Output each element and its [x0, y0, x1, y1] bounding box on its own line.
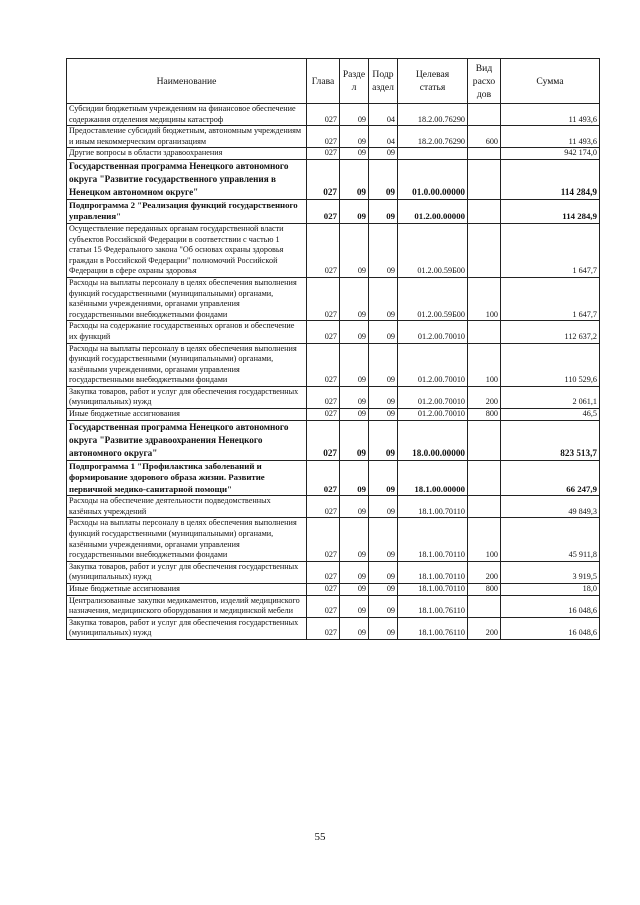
cell-target: 18.1.00.70110 — [398, 496, 468, 518]
cell-razdel: 09 — [340, 496, 369, 518]
cell-vid — [468, 223, 501, 277]
cell-glava: 027 — [307, 460, 340, 496]
table-row — [67, 148, 600, 160]
cell-vid: 800 — [468, 583, 501, 595]
cell-sum: 16 048,6 — [501, 595, 600, 617]
cell-glava: 027 — [307, 199, 340, 223]
cell-vid: 100 — [468, 343, 501, 386]
cell-podrazdel: 09 — [369, 223, 398, 277]
header-razdel: Разде л — [340, 59, 369, 104]
table-row — [67, 420, 600, 460]
cell-sum: 823 513,7 — [501, 420, 600, 460]
cell-podrazdel: 09 — [369, 343, 398, 386]
cell-podrazdel: 09 — [369, 617, 398, 639]
cell-name: Подпрограмма 2 "Реализация функций государственного управления" — [67, 199, 307, 223]
table-row — [67, 223, 600, 277]
cell-glava: 027 — [307, 343, 340, 386]
cell-glava: 027 — [307, 126, 340, 148]
cell-name: Иные бюджетные ассигнования — [67, 409, 307, 421]
cell-target: 18.1.00.70110 — [398, 561, 468, 583]
cell-glava: 027 — [307, 561, 340, 583]
cell-vid: 100 — [468, 277, 501, 320]
page-number: 55 — [314, 831, 326, 843]
cell-target: 18.2.00.76290 — [398, 104, 468, 126]
cell-target: 18.1.00.70110 — [398, 518, 468, 561]
cell-name: Расходы на выплаты персоналу в целях обеспечения выполнения функций государственными (муниципальными) органами, казёнными учреждениями, органами управления государственными внебюджетными фондами — [67, 518, 307, 561]
cell-glava: 027 — [307, 321, 340, 343]
cell-podrazdel: 09 — [369, 496, 398, 518]
cell-target: 01.2.00.70010 — [398, 386, 468, 408]
cell-razdel: 09 — [340, 561, 369, 583]
cell-target: 18.1.00.76110 — [398, 617, 468, 639]
cell-vid — [468, 148, 501, 160]
cell-target: 01.2.00.00000 — [398, 199, 468, 223]
cell-name: Государственная программа Ненецкого автономного округа "Развитие здравоохранения Ненецкого автономного округа" — [67, 420, 307, 460]
cell-sum: 66 247,9 — [501, 460, 600, 496]
cell-sum: 2 061,1 — [501, 386, 600, 408]
cell-vid: 100 — [468, 518, 501, 561]
cell-vid — [468, 460, 501, 496]
cell-name: Расходы на содержание государственных органов и обеспечение их функций — [67, 321, 307, 343]
cell-razdel: 09 — [340, 460, 369, 496]
table-row — [67, 126, 600, 148]
cell-sum: 46,5 — [501, 409, 600, 421]
cell-sum: 45 911,8 — [501, 518, 600, 561]
cell-target: 18.1.00.70110 — [398, 583, 468, 595]
cell-sum: 114 284,9 — [501, 159, 600, 199]
cell-sum: 16 048,6 — [501, 617, 600, 639]
cell-vid — [468, 104, 501, 126]
cell-vid: 600 — [468, 126, 501, 148]
cell-glava: 027 — [307, 148, 340, 160]
table-row — [67, 321, 600, 343]
table-row — [67, 409, 600, 421]
cell-razdel: 09 — [340, 617, 369, 639]
table-row — [67, 277, 600, 320]
table-header-row — [67, 59, 600, 104]
cell-name: Предоставление субсидий бюджетным, автономным учреждениям и иным некоммерческим организациям — [67, 126, 307, 148]
cell-name: Централизованные закупки медикаментов, изделий медицинского назначения, медицинского оборудования и медицинской мебели — [67, 595, 307, 617]
cell-target: 18.0.00.00000 — [398, 420, 468, 460]
cell-vid: 200 — [468, 617, 501, 639]
table-row — [67, 104, 600, 126]
cell-razdel: 09 — [340, 277, 369, 320]
table-row — [67, 561, 600, 583]
cell-razdel: 09 — [340, 420, 369, 460]
cell-razdel: 09 — [340, 223, 369, 277]
cell-razdel: 09 — [340, 126, 369, 148]
cell-glava: 027 — [307, 277, 340, 320]
header-target: Целевая статья — [398, 59, 468, 104]
cell-podrazdel: 09 — [369, 561, 398, 583]
cell-name: Расходы на выплаты персоналу в целях обеспечения выполнения функций государственными (муниципальными) органами, казёнными учреждениями, органами управления государственными внебюджетными фондами — [67, 277, 307, 320]
cell-name: Другие вопросы в области здравоохранения — [67, 148, 307, 160]
cell-vid — [468, 420, 501, 460]
cell-sum: 3 919,5 — [501, 561, 600, 583]
cell-razdel: 09 — [340, 386, 369, 408]
cell-razdel: 09 — [340, 159, 369, 199]
cell-glava: 027 — [307, 420, 340, 460]
cell-podrazdel: 09 — [369, 460, 398, 496]
budget-table — [66, 58, 600, 640]
cell-target: 01.0.00.00000 — [398, 159, 468, 199]
cell-podrazdel: 09 — [369, 199, 398, 223]
cell-sum: 1 647,7 — [501, 277, 600, 320]
cell-name: Расходы на обеспечение деятельности подведомственных казённых учреждений — [67, 496, 307, 518]
cell-glava: 027 — [307, 223, 340, 277]
cell-name: Закупка товаров, работ и услуг для обеспечения государственных (муниципальных) нужд — [67, 561, 307, 583]
cell-razdel: 09 — [340, 595, 369, 617]
cell-glava: 027 — [307, 104, 340, 126]
table-row — [67, 617, 600, 639]
cell-sum: 49 849,3 — [501, 496, 600, 518]
cell-sum: 18,0 — [501, 583, 600, 595]
cell-target: 18.2.00.76290 — [398, 126, 468, 148]
cell-glava: 027 — [307, 159, 340, 199]
header-name: Наименование — [67, 59, 307, 104]
cell-razdel: 09 — [340, 518, 369, 561]
cell-podrazdel: 09 — [369, 277, 398, 320]
table-row — [67, 595, 600, 617]
cell-vid — [468, 496, 501, 518]
cell-sum: 110 529,6 — [501, 343, 600, 386]
cell-sum: 11 493,6 — [501, 104, 600, 126]
cell-podrazdel: 09 — [369, 148, 398, 160]
cell-razdel: 09 — [340, 148, 369, 160]
cell-vid: 800 — [468, 409, 501, 421]
cell-vid: 200 — [468, 386, 501, 408]
cell-podrazdel: 09 — [369, 159, 398, 199]
cell-glava: 027 — [307, 617, 340, 639]
cell-sum: 942 174,0 — [501, 148, 600, 160]
cell-sum: 112 637,2 — [501, 321, 600, 343]
cell-target: 01.2.00.59Б00 — [398, 223, 468, 277]
table-row — [67, 386, 600, 408]
cell-razdel: 09 — [340, 583, 369, 595]
table-row — [67, 460, 600, 496]
cell-sum: 11 493,6 — [501, 126, 600, 148]
cell-podrazdel: 04 — [369, 104, 398, 126]
cell-sum: 114 284,9 — [501, 199, 600, 223]
cell-glava: 027 — [307, 409, 340, 421]
cell-glava: 027 — [307, 496, 340, 518]
cell-podrazdel: 09 — [369, 595, 398, 617]
budget-table-page — [66, 58, 599, 640]
cell-vid — [468, 159, 501, 199]
cell-vid — [468, 199, 501, 223]
cell-podrazdel: 09 — [369, 321, 398, 343]
cell-podrazdel: 04 — [369, 126, 398, 148]
cell-target: 01.2.00.70010 — [398, 343, 468, 386]
table-row — [67, 159, 600, 199]
cell-name: Закупка товаров, работ и услуг для обеспечения государственных (муниципальных) нужд — [67, 386, 307, 408]
cell-podrazdel: 09 — [369, 583, 398, 595]
table-row — [67, 583, 600, 595]
cell-name: Государственная программа Ненецкого автономного округа "Развитие государственного управления в Ненецком автономном округе" — [67, 159, 307, 199]
header-podrazdel: Подр аздел — [369, 59, 398, 104]
table-row — [67, 199, 600, 223]
cell-name: Подпрограмма 1 "Профилактика заболеваний и формирование здорового образа жизни. Развитие первичной медико-санитарной помощи" — [67, 460, 307, 496]
cell-podrazdel: 09 — [369, 518, 398, 561]
cell-name: Закупка товаров, работ и услуг для обеспечения государственных (муниципальных) нужд — [67, 617, 307, 639]
cell-name: Иные бюджетные ассигнования — [67, 583, 307, 595]
cell-name: Расходы на выплаты персоналу в целях обеспечения выполнения функций государственными (муниципальными) органами, казёнными учреждениями, органами управления государственными внебюджетными фондами — [67, 343, 307, 386]
cell-name: Осуществление переданных органам государственной власти субъектов Российской Федерации в соответствии с частью 1 статьи 15 Федерального закона "Об основах охраны здоровья граждан в Российской Федерации" полномочий Российской Федерации в сфере охраны здоровья — [67, 223, 307, 277]
cell-vid — [468, 595, 501, 617]
cell-target: 18.1.00.76110 — [398, 595, 468, 617]
cell-vid — [468, 321, 501, 343]
header-sum: Сумма — [501, 59, 600, 104]
cell-target: 18.1.00.00000 — [398, 460, 468, 496]
cell-razdel: 09 — [340, 409, 369, 421]
cell-podrazdel: 09 — [369, 386, 398, 408]
cell-sum: 1 647,7 — [501, 223, 600, 277]
cell-target: 01.2.00.59Б00 — [398, 277, 468, 320]
cell-target: 01.2.00.70010 — [398, 409, 468, 421]
table-row — [67, 343, 600, 386]
table-row — [67, 496, 600, 518]
cell-podrazdel: 09 — [369, 409, 398, 421]
cell-name: Субсидии бюджетным учреждениям на финансовое обеспечение содержания отделения медицины катастроф — [67, 104, 307, 126]
cell-razdel: 09 — [340, 104, 369, 126]
cell-razdel: 09 — [340, 343, 369, 386]
header-glava: Глава — [307, 59, 340, 104]
cell-target — [398, 148, 468, 160]
cell-razdel: 09 — [340, 199, 369, 223]
header-vid: Вид расхо дов — [468, 59, 501, 104]
cell-podrazdel: 09 — [369, 420, 398, 460]
cell-glava: 027 — [307, 595, 340, 617]
cell-razdel: 09 — [340, 321, 369, 343]
cell-glava: 027 — [307, 386, 340, 408]
table-row — [67, 518, 600, 561]
cell-target: 01.2.00.70010 — [398, 321, 468, 343]
cell-glava: 027 — [307, 583, 340, 595]
cell-vid: 200 — [468, 561, 501, 583]
cell-glava: 027 — [307, 518, 340, 561]
